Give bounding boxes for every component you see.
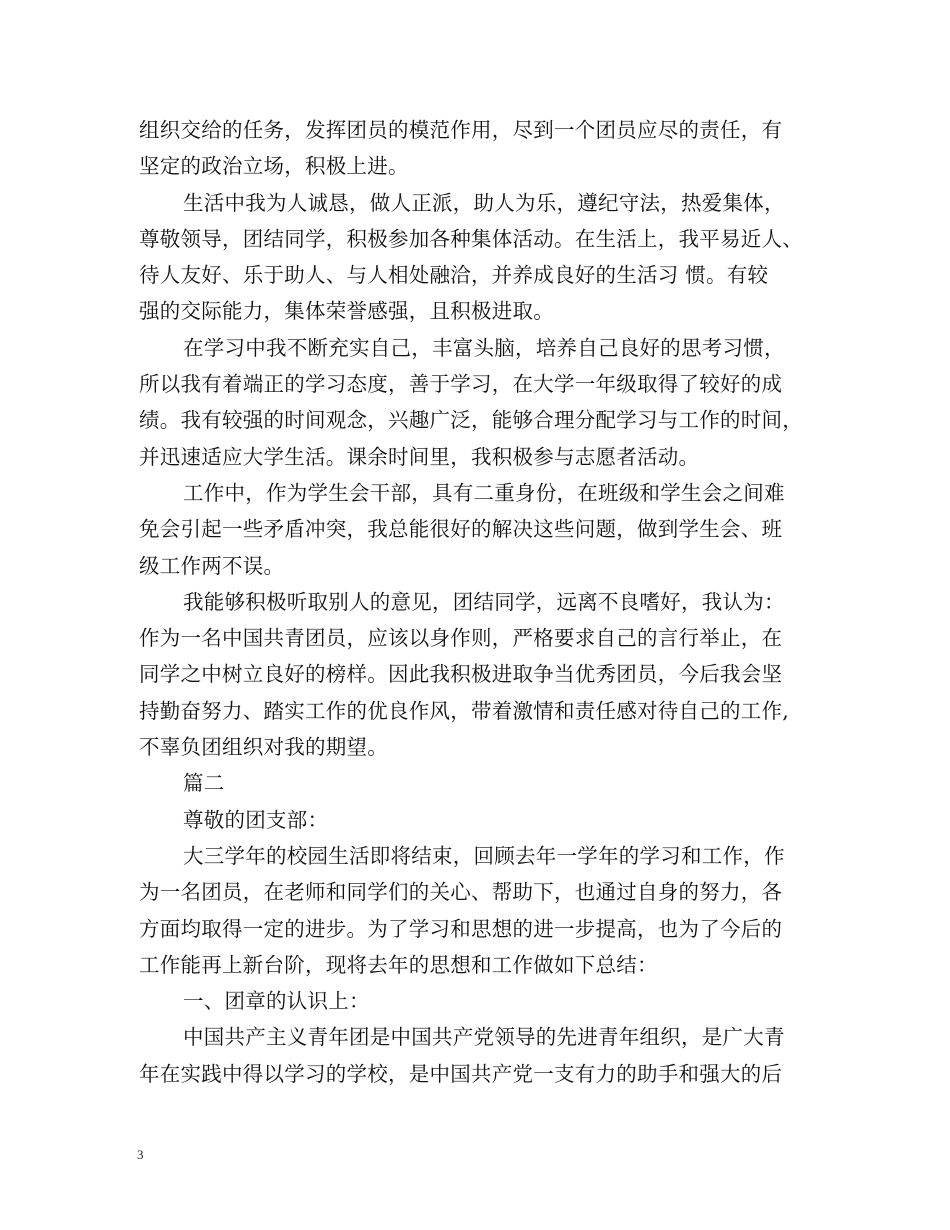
text-line: 不辜负团组织对我的期望。 (139, 735, 388, 760)
paragraph-first-line: 尊敬的团支部： (183, 807, 329, 832)
body-text (139, 112, 829, 1092)
text-line: 免会引起一些矛盾冲突，我总能很好的解决这些问题，做到学生会、班 (139, 517, 783, 542)
text-line: 作为一名中国共青团员，应该以身作则，严格要求自己的言行举止，在 (139, 626, 783, 651)
text-line: 为一名团员，在老师和同学们的关心、帮助下，也通过自身的努力，各 (139, 880, 783, 905)
paragraph-first-line: 中国共产主义青年团是中国共产党领导的先进青年组织，是广大青 (183, 1025, 785, 1050)
paragraph-first-line: 大三学年的校园生活即将结束，回顾去年一学年的学习和工作，作 (183, 843, 785, 868)
text-line: 工作能再上新台阶，现将去年的思想和工作做如下总结： (139, 952, 658, 977)
text-line: 待人友好、乐于助人、与人相处融洽，并养成良好的生活习 惯。有较 (139, 263, 769, 288)
text-line: 强的交际能力，集体荣誉感强，且积极进取。 (139, 299, 554, 324)
text-line: 方面均取得一定的进步。为了学习和思想的进一步提高，也为了今后的 (139, 916, 783, 941)
text-line: 所以我有着端正的学习态度，善于学习，在大学一年级取得了较好的成 (139, 372, 783, 397)
text-line: 级工作两不误。 (139, 553, 285, 578)
paragraph-first-line: 我能够积极听取别人的意见，团结同学，远离不良嗜好，我认为： (183, 589, 785, 614)
text-line: 绩。我有较强的时间观念，兴趣广泛，能够合理分配学习与工作的时间， (139, 408, 803, 433)
paragraph-first-line: 一、团章的认识上： (183, 989, 370, 1014)
text-line: 持勤奋努力、踏实工作的优良作风，带着激情和责任感对待自己的工作, (139, 698, 790, 723)
text-line: 同学之中树立良好的榜样。因此我积极进取争当优秀团员，今后我会坚 (139, 662, 783, 687)
paragraph-first-line: 生活中我为人诚恳，做人正派，助人为乐，遵纪守法，热爱集体， (183, 190, 785, 215)
paragraph-first-line: 工作中，作为学生会干部，具有二重身份，在班级和学生会之间难 (183, 480, 785, 505)
paragraph-first-line: 篇二 (183, 771, 225, 796)
text-line: 尊敬领导，团结同学，积极参加各种集体活动。在生活上，我平易近人、 (139, 226, 803, 251)
paragraph-first-line: 在学习中我不断充实自己，丰富头脑，培养自己良好的思考习惯， (183, 335, 785, 360)
text-line: 年在实践中得以学习的学校，是中国共产党一支有力的助手和强大的后 (139, 1061, 783, 1086)
text-line: 组织交给的任务，发挥团员的模范作用，尽到一个团员应尽的责任，有 (139, 118, 783, 142)
page-number: 3 (137, 1147, 144, 1162)
text-line: 并迅速适应大学生活。课余时间里，我积极参与志愿者活动。 (139, 444, 700, 469)
text-line: 坚定的政治立场，积极上进。 (139, 154, 409, 179)
